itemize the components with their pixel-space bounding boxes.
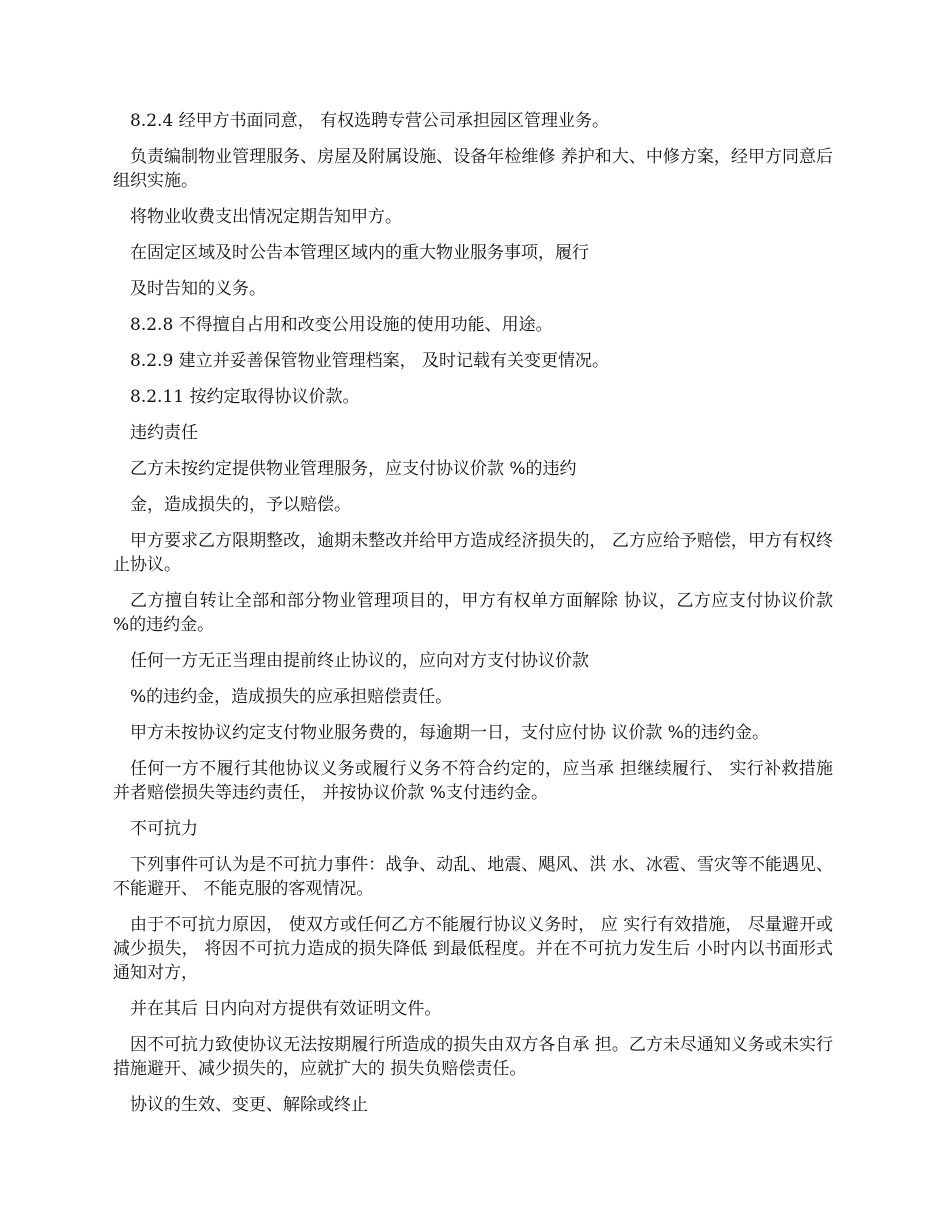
paragraph-unauthorized-transfer: 乙方擅自转让全部和部分物业管理项目的，甲方有权单方面解除 协议，乙方应支付协议价款 %的违约金。 — [113, 591, 833, 635]
paragraph-public-notice: 在固定区域及时公告本管理区域内的重大物业服务事项，履行 — [130, 243, 589, 263]
paragraph-clause-8-2-4: 8.2.4 经甲方书面同意， 有权选聘专营公司承担园区管理业务。 — [130, 111, 610, 131]
paragraph-other-breach: 任何一方不履行其他协议义务或履行义务不符合约定的，应当承 担继续履行、 实行补救措施并者赔偿损失等违约责任， 并按协议价款 %支付违约金。 — [113, 759, 833, 803]
document-body — [113, 109, 833, 1129]
paragraph-termination-penalty: %的违约金，造成损失的应承担赔偿责任。 — [130, 687, 453, 707]
paragraph-loss-allocation: 因不可抗力致使协议无法按期履行所造成的损失由双方各自承 担。乙方未尽通知义务或未实行措施避开、减少损失的，应就扩大的 损失负赔偿责任。 — [113, 1035, 833, 1079]
paragraph-notice-duty: 及时告知的义务。 — [130, 279, 266, 299]
paragraph-early-termination: 任何一方无正当理由提前终止协议的，应向对方支付协议价款 — [130, 651, 589, 671]
section-heading-force-majeure: 不可抗力 — [130, 819, 198, 839]
paragraph-clause-8-2-11: 8.2.11 按约定取得协议价款。 — [130, 387, 360, 407]
paragraph-late-payment: 甲方未按协议约定支付物业服务费的，每逾期一日，支付应付协 议价款 %的违约金。 — [130, 723, 769, 743]
paragraph-clause-8-2-9: 8.2.9 建立并妥善保管物业管理档案， 及时记载有关变更情况。 — [130, 351, 610, 371]
paragraph-force-majeure-events: 下列事件可认为是不可抗力事件：战争、动乱、地震、飓风、洪 水、冰雹、雪灾等不能遇见、 不能避开、 不能克服的客观情况。 — [113, 855, 833, 899]
paragraph-rectification: 甲方要求乙方限期整改，逾期未整改并给甲方造成经济损失的， 乙方应给予赔偿，甲方有权终止协议。 — [113, 531, 833, 575]
paragraph-breach-compensation: 金，造成损失的，予以赔偿。 — [130, 495, 351, 515]
section-heading-breach: 违约责任 — [130, 423, 198, 443]
paragraph-force-majeure-measures: 由于不可抗力原因， 使双方或任何乙方不能履行协议义务时， 应 实行有效措施， 尽量避开或减少损失， 将因不可抗力造成的损失降低 到最低程度。并在不可抗力发生后 小时内以书面形式通知对方， — [113, 915, 833, 983]
paragraph-proof-documents: 并在其后 日内向对方提供有效证明文件。 — [130, 999, 442, 1019]
section-heading-effectiveness: 协议的生效、变更、解除或终止 — [130, 1095, 368, 1115]
paragraph-breach-service: 乙方未按约定提供物业管理服务，应支付协议价款 %的违约 — [130, 459, 577, 479]
paragraph-fee-report: 将物业收费支出情况定期告知甲方。 — [130, 207, 402, 227]
paragraph-clause-8-2-8: 8.2.8 不得擅自占用和改变公用设施的使用功能、用途。 — [130, 315, 553, 335]
paragraph-maintenance-plan: 负责编制物业管理服务、房屋及附属设施、设备年检维修 养护和大、中修方案，经甲方同意后组织实施。 — [113, 147, 833, 191]
